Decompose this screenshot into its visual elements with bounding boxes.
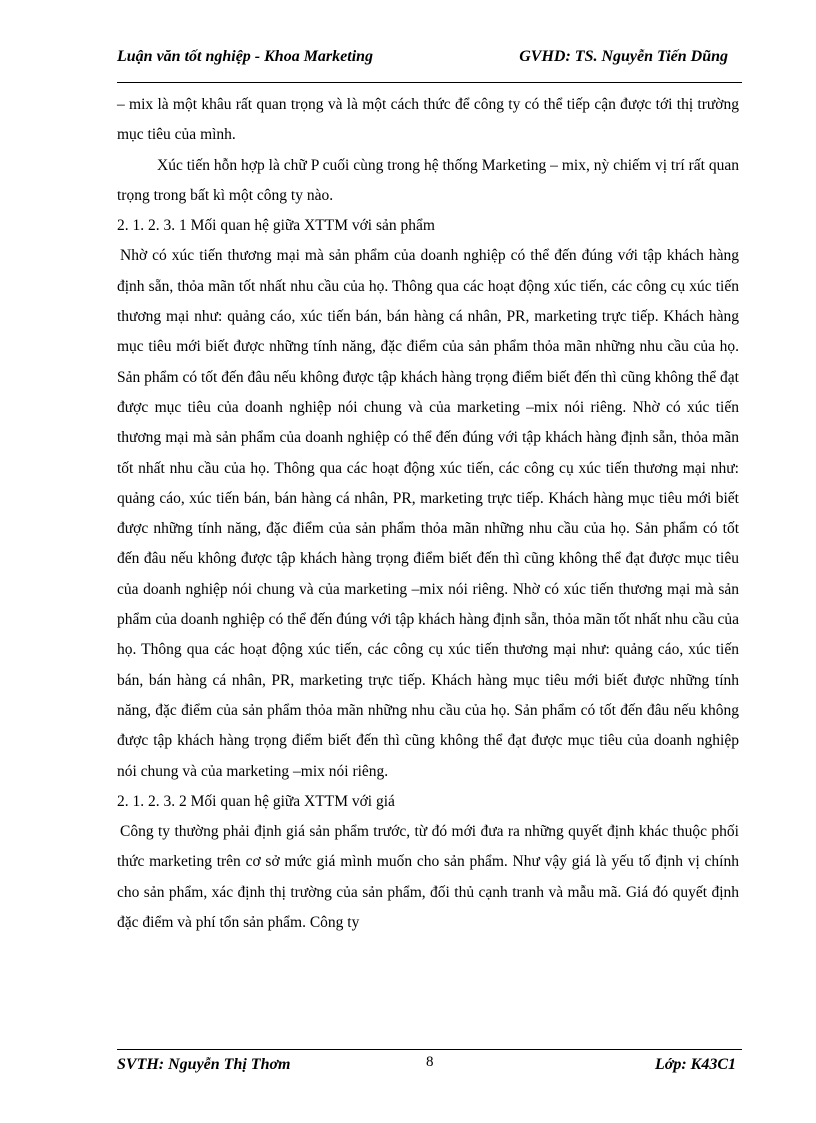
paragraph: – mix là một khâu rất quan trọng và là một cách thức để công ty có thể tiếp cận được tới thị trường mục tiêu của mình. xyxy=(117,96,739,144)
footer-student: SVTH: Nguyễn Thị Thơm xyxy=(117,1056,291,1073)
paragraph: Công ty thường phải định giá sản phẩm trước, từ đó mới đưa ra những quyết định khác thuộc phối thức marketing trên cơ sở mức giá mình muốn cho sản phẩm. Như vậy giá là yếu tố định vị chính cho sản phẩm, xác định thị trường của sản phẩm, đối thủ cạnh tranh và mẫu mã. Giá đó quyết định đặc điểm và phí tổn sản phẩm. Công ty xyxy=(117,823,739,932)
page-header xyxy=(117,48,742,66)
footer-class: Lớp: K43C1 xyxy=(654,1056,736,1073)
header-thesis-title: Luận văn tốt nghiệp - Khoa Marketing xyxy=(117,48,374,65)
section-heading: 2. 1. 2. 3. 1 Mối quan hệ giữa XTTM với sản phẩm xyxy=(117,217,435,235)
footer-rule xyxy=(117,1049,742,1050)
paragraph: Xúc tiến hỗn hợp là chữ P cuối cùng trong hệ thống Marketing – mix, nỳ chiếm vị trí rất quan trọng trong bất kì một công ty nào. xyxy=(117,156,739,204)
paragraph: Nhờ có xúc tiến thương mại mà sản phẩm của doanh nghiệp có thể đến đúng với tập khách hàng định sẵn, thỏa mãn tốt nhất nhu cầu của họ. Thông qua các hoạt động xúc tiến, các công cụ xúc tiến thương mại như: quảng cáo, xúc tiến bán, bán hàng cá nhân, PR, marketing trực tiếp. Khách hàng mục tiêu mới biết được những tính năng, đặc điểm của sản phẩm thỏa mãn những nhu cầu của họ. Sản phẩm có tốt đến đâu nếu không được tập khách hàng trọng điểm biết đến thì cũng không thể đạt được mục tiêu của doanh nghiệp nói chung và của marketing –mix nói riêng. Nhờ có xúc tiến thương mại mà sản phẩm của doanh nghiệp có thể đến đúng với tập khách hàng định sẵn, thỏa mãn tốt nhất nhu cầu của họ. Thông qua các hoạt động xúc tiến, các công cụ xúc tiến thương mại như: quảng cáo, xúc tiến bán, bán hàng cá nhân, PR, marketing trực tiếp. Khách hàng mục tiêu mới biết được những tính năng, đặc điểm của sản phẩm thỏa mãn những nhu cầu của họ. Sản phẩm có tốt đến đâu nếu không được tập khách hàng trọng điểm biết đến thì cũng không thể đạt được mục tiêu của doanh nghiệp nói chung và của marketing –mix nói riêng. Nhờ có xúc tiến thương mại mà sản phẩm của doanh nghiệp có thể đến đúng với tập khách hàng định sẵn, thỏa mãn tốt nhất nhu cầu của họ. Thông qua các hoạt động xúc tiến, các công cụ xúc tiến thương mại như: quảng cáo, xúc tiến bán, bán hàng cá nhân, PR, marketing trực tiếp. Khách hàng mục tiêu mới biết được những tính năng, đặc điểm của sản phẩm thỏa mãn những nhu cầu của họ. Sản phẩm có tốt đến đâu nếu không được tập khách hàng trọng điểm biết đến thì cũng không thể đạt được mục tiêu của doanh nghiệp nói chung và của marketing –mix nói riêng. xyxy=(117,247,739,780)
document-body xyxy=(117,90,739,938)
page-number: 8 xyxy=(426,1054,434,1070)
header-supervisor: GVHD: TS. Nguyễn Tiến Dũng xyxy=(519,48,728,65)
header-rule xyxy=(117,82,742,83)
section-heading: 2. 1. 2. 3. 2 Mối quan hệ giữa XTTM với giá xyxy=(117,792,395,810)
